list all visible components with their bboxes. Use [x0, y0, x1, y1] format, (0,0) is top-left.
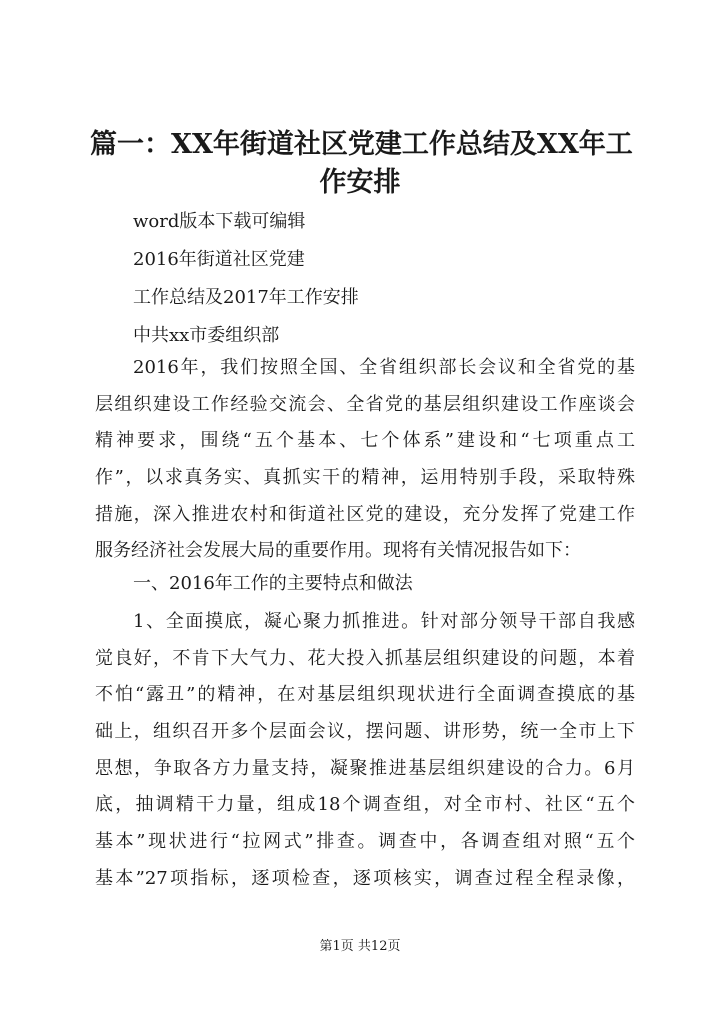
text-line: 1、全面摸底，凝心聚力抓推进。针对部分领导干部自我感	[133, 611, 635, 632]
text-line: 措施，深入推进农村和街道社区党的建设，充分发挥了党建工作	[95, 503, 635, 525]
text-line: 思想，争取各方力量支持，凝聚推进基层组织建设的合力。6月	[95, 757, 635, 779]
title-line-1: 篇一：XX年街道社区党建工作总结及XX年工	[90, 129, 633, 160]
meta-editable-note: word版本下载可编辑	[133, 211, 306, 232]
paragraph-intro	[95, 350, 635, 570]
text-line: 作”，以求真务实、真抓实干的精神，运用特别手段，采取特殊	[95, 467, 635, 489]
text-line: 觉良好，不肯下大气力、花大投入抓基层组织建设的问题，本着	[95, 647, 635, 669]
document-title	[90, 126, 633, 202]
page-footer: 第1页 共12页	[319, 939, 401, 954]
text-line: 础上，组织召开多个层面会议，摆问题、讲形势，统一全市上下	[95, 721, 635, 743]
text-line: 服务经济社会发展大局的重要作用。现将有关情况报告如下：	[95, 540, 581, 562]
text-line: 精神要求，围绕“五个基本、七个体系”建设和“七项重点工	[95, 430, 635, 452]
text-line: 底，抽调精干力量，组成18个调查组，对全市村、社区“五个	[95, 794, 635, 816]
section-heading-1: 一、2016年工作的主要特点和做法	[133, 573, 413, 594]
text-line: 基本”现状进行“拉网式”排查。调查中，各调查组对照“五个	[95, 831, 635, 853]
title-line-2: 作安排	[319, 167, 401, 198]
meta-author: 中共xx市委组织部	[133, 325, 280, 346]
text-line: 不怕“露丑”的精神，在对基层组织现状进行全面调查摸底的基	[95, 684, 635, 706]
text-line: 层组织建设工作经验交流会、全省党的基层组织建设工作座谈会	[95, 393, 635, 415]
paragraph-section-1	[95, 604, 635, 898]
meta-subtitle-2: 工作总结及2017年工作安排	[133, 287, 359, 308]
meta-subtitle: 2016年街道社区党建	[133, 249, 305, 270]
text-line: 基本”27项指标，逐项检查，逐项核实，调查过程全程录像，	[95, 867, 635, 889]
text-line: 2016年，我们按照全国、全省组织部长会议和全省党的基	[133, 357, 635, 378]
